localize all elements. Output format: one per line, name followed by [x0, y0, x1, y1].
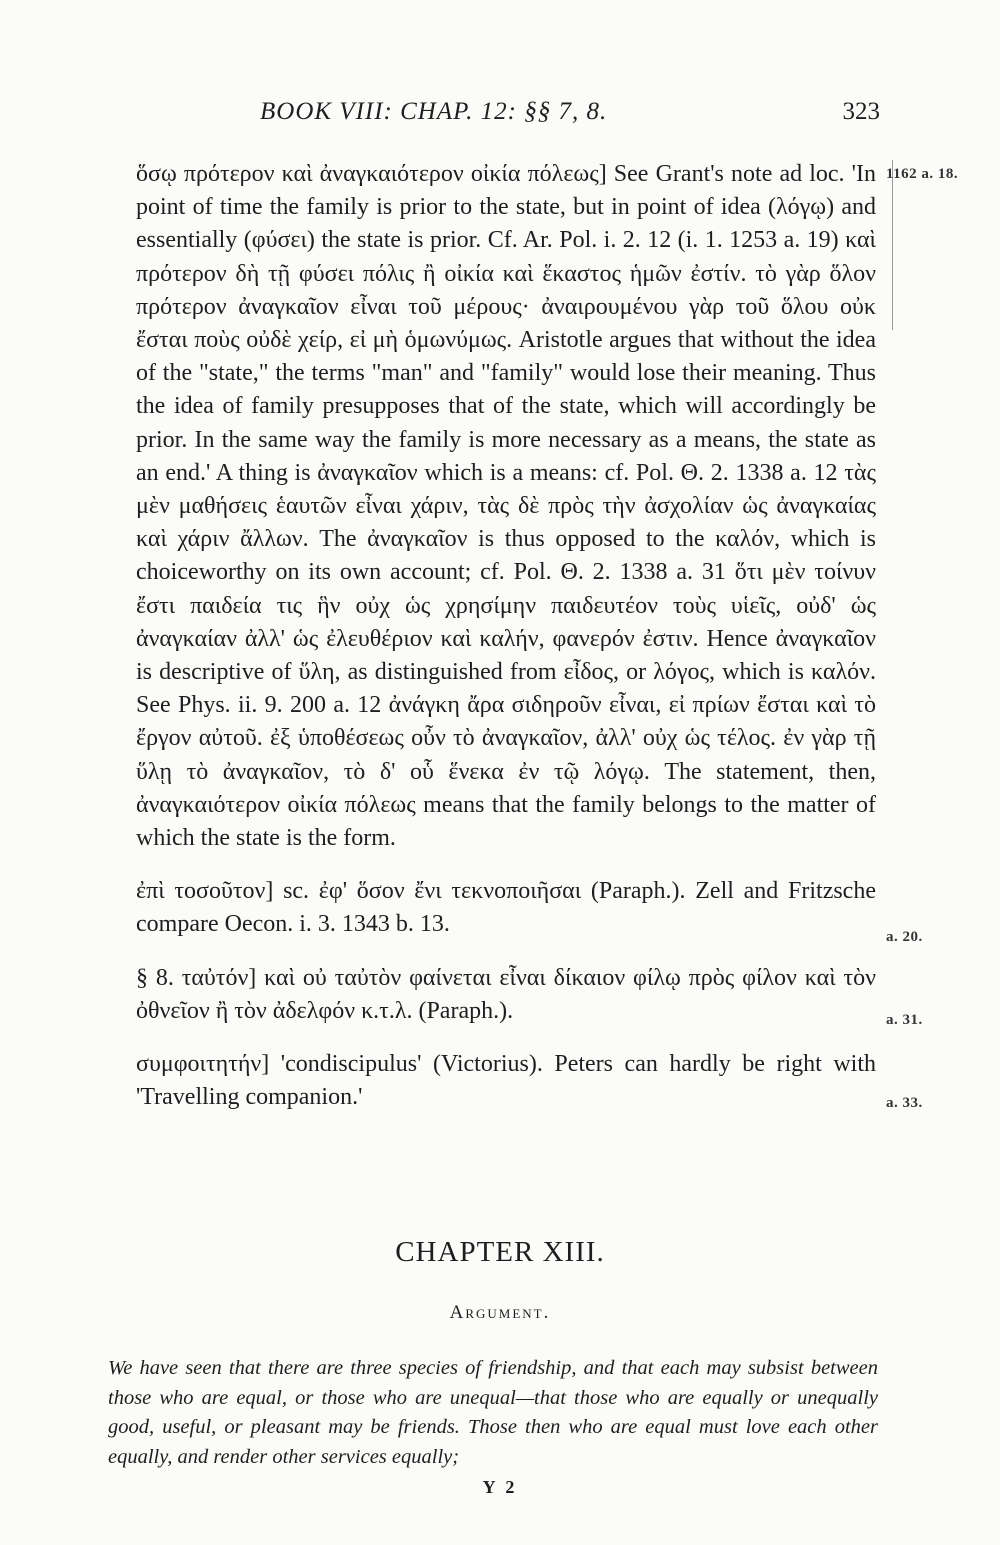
note-paragraph: ἐπὶ τοσοῦτον] sc. ἐφ' ὅσον ἔνι τεκνοποιῆσαι (Paraph.). Zell and Fritzsche compare Oecon. i. 3. 1343 b. 13.	[136, 878, 876, 938]
margin-reference: 1162 a. 18.	[886, 166, 959, 182]
running-head-title: BOOK VIII: CHAP. 12: §§ 7, 8.	[260, 98, 608, 125]
page-number: 323	[842, 98, 880, 125]
chapter-title: CHAPTER XIII.	[395, 1236, 605, 1268]
margin-rule	[892, 160, 893, 330]
margin-reference: a. 31.	[886, 1012, 923, 1028]
note-paragraph: συμφοιτητήν] 'condiscipulus' (Victorius). Peters can hardly be right with 'Travelling companion.'	[136, 1051, 876, 1111]
margin-reference: a. 33.	[886, 1095, 923, 1111]
argument-heading: Argument.	[449, 1302, 551, 1323]
running-head	[260, 98, 880, 138]
note-paragraph: ὅσῳ πρότερον καὶ ἀναγκαιότερον οἰκία πόλεως] See Grant's note ad loc. 'In point of time the family is prior to the state, but in point of idea (λόγῳ) and essentially (φύσει) the state is prior. Cf. Ar. Pol. i. 2. 12 (i. 1. 1253 a. 19) καὶ πρότερον δὴ τῇ φύσει πόλις ἢ οἰκία καὶ ἕκαστος ἡμῶν ἐστίν. τὸ γὰρ ὅλον πρότερον ἀναγκαῖον εἶναι τοῦ μέρους· ἀναιρουμένου γὰρ τοῦ ὅλου οὐκ ἔσται ποὺς οὐδὲ χείρ, εἰ μὴ ὁμωνύμως. Aristotle argues that without the idea of the "state," the terms "man" and "family" would lose their meaning. Thus the idea of family presupposes that of the state, which will accordingly be prior. In the same way the family is more necessary as a means, the state as an end.' A thing is ἀναγκαῖον which is a means: cf. Pol. Θ. 2. 1338 a. 12 τὰς μὲν μαθήσεις ἑαυτῶν εἶναι χάριν, τὰς δὲ πρὸς τὴν ἀσχολίαν ὡς ἀναγκαίας καὶ χάριν ἄλλων. The ἀναγκαῖον is thus opposed to the καλόν, which is choiceworthy on its own account; cf. Pol. Θ. 2. 1338 a. 31 ὅτι μὲν τοίνυν ἔστι παιδεία τις ἣν οὐχ ὡς χρησίμην παιδευτέον τοὺς υἱεῖς, οὐδ' ὡς ἀναγκαίαν ἀλλ' ὡς ἐλευθέριον καὶ καλήν, φανερόν ἐστιν. Hence ἀναγκαῖον is descriptive of ὕλη, as distinguished from εἶδος, or λόγος, which is καλόν. See Phys. ii. 9. 200 a. 12 ἀνάγκη ἄρα σιδηροῦν εἶναι, εἰ πρίων ἔσται καὶ τὸ ἔργον αὐτοῦ. ἐξ ὑποθέσεως οὖν τὸ ἀναγκαῖον, ἀλλ' οὐχ ὡς τέλος. ἐν γὰρ τῇ ὕλῃ τὸ ἀναγκαῖον, τὸ δ' οὗ ἕνεκα ἐν τῷ λόγῳ. The statement, then, ἀναγκαιότερον οἰκία πόλεως means that the family belongs to the matter of which the state is the form.	[136, 161, 876, 852]
signature-mark: Y 2	[482, 1477, 518, 1497]
note-paragraph: § 8. ταὐτόν] καὶ οὐ ταὐτὸν φαίνεται εἶναι δίκαιον φίλῳ πρὸς φίλον καὶ τὸν ὀθνεῖον ἢ τὸν ἀδελφόν κ.τ.λ. (Paraph.).	[136, 964, 876, 1024]
argument-text: We have seen that there are three species of friendship, and that each may subsist between those who are equal, or those who are unequal—that those who are equally or unequally good, useful, or pleasant may be friends. Those then who are equal must love each other equally, and render other services equally;	[108, 1357, 878, 1468]
margin-reference: a. 20.	[886, 929, 923, 945]
commentary-body	[136, 158, 876, 1114]
